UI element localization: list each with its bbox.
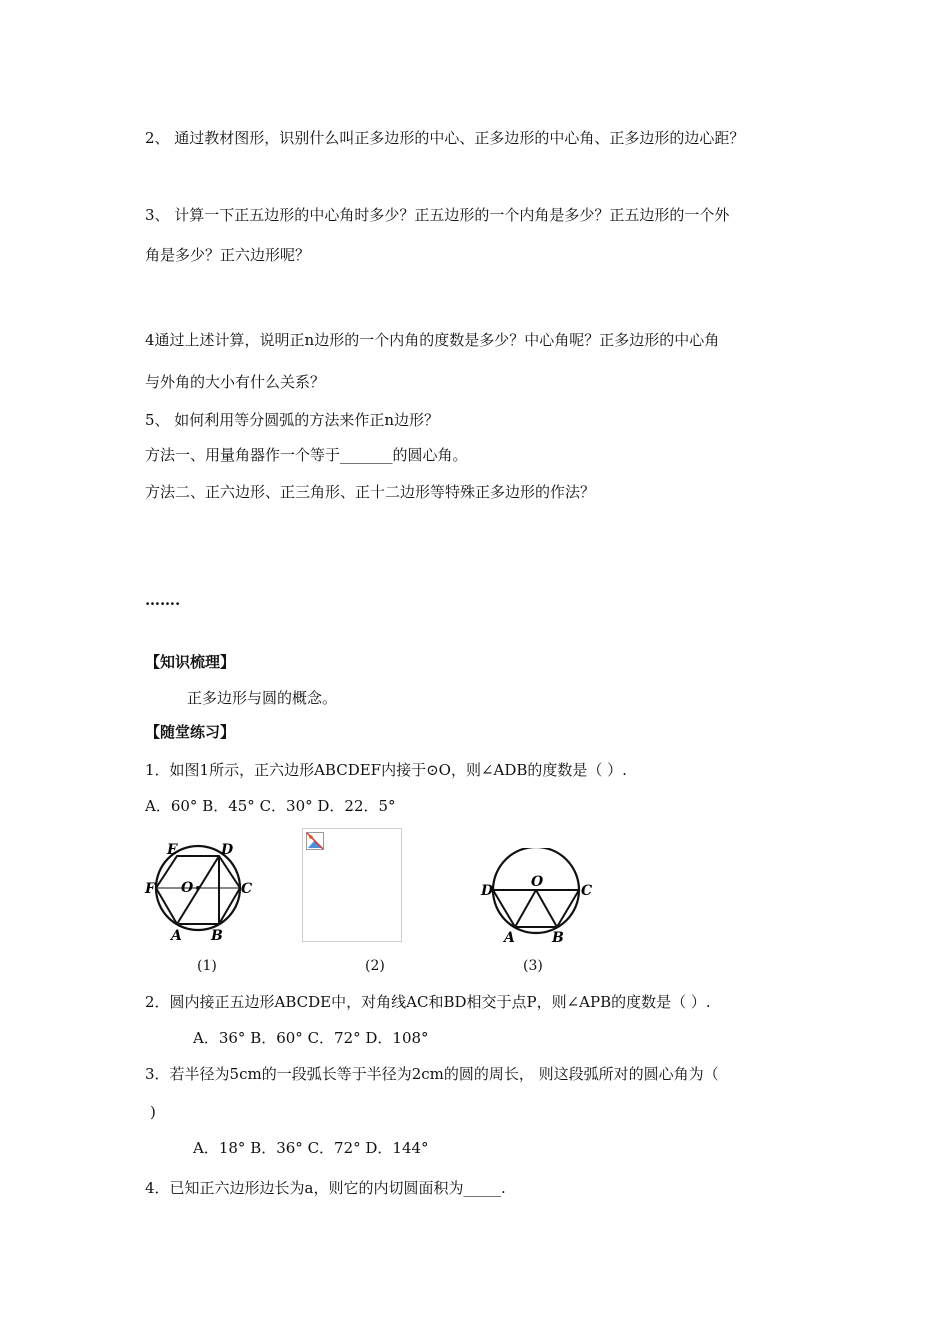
figure-1-caption: (1): [197, 958, 217, 974]
figure-2-image-placeholder: [302, 828, 402, 942]
fig3-label-a: A: [504, 930, 515, 946]
question-4-text: 4通过上述计算，说明正n边形的一个内角的度数是多少？中心角呢？正多边形的中心角: [145, 331, 720, 349]
figure-3-circle-triangles: [478, 848, 598, 948]
broken-image-icon: [306, 832, 324, 850]
figure-2-caption: (2): [365, 958, 385, 974]
question-3-text-cont: 角是多少？正六边形呢？: [145, 246, 311, 264]
question-3-text: 3、 计算一下正五边形的中心角时多少？正五边形的一个内角是多少？正五边形的一个外: [145, 206, 730, 224]
practice-question-1: 1．如图1所示，正六边形ABCDEF内接于⊙O，则∠ADB的度数是（ ）.: [145, 761, 627, 779]
fig3-label-d: D: [481, 883, 494, 899]
question-4-text-cont: 与外角的大小有什么关系？: [145, 373, 326, 391]
practice-question-1-options: A．60° B．45° C．30° D．22．5°: [145, 797, 396, 815]
method-1-text: 方法一、用量角器作一个等于_______的圆心角。: [145, 446, 468, 464]
fig3-label-o: O: [531, 874, 544, 890]
knowledge-title: 【知识梳理】: [145, 653, 236, 671]
method-2-text: 方法二、正六边形、正三角形、正十二边形等特殊正多边形的作法？: [145, 483, 596, 501]
fig1-label-o: O: [181, 880, 194, 896]
practice-question-3-options: A．18° B．36° C．72° D．144°: [193, 1139, 429, 1157]
figure-1-hexagon: [140, 840, 260, 945]
fig1-label-e: E: [167, 842, 178, 858]
fig3-label-b: B: [552, 930, 564, 946]
fig1-label-a: A: [171, 928, 182, 944]
practice-question-2: 2．圆内接正五边形ABCDE中，对角线AC和BD相交于点P，则∠APB的度数是（ ）.: [145, 993, 711, 1011]
fig1-label-d: D: [221, 842, 234, 858]
fig1-label-c: C: [241, 881, 253, 897]
practice-question-3-cont: ): [150, 1103, 156, 1121]
practice-question-2-options: A．36° B．60° C．72° D．108°: [193, 1029, 429, 1047]
knowledge-text: 正多边形与圆的概念。: [187, 689, 338, 707]
practice-title: 【随堂练习】: [145, 723, 236, 741]
fig1-label-b: B: [211, 928, 223, 944]
fig1-label-f: F: [145, 881, 155, 897]
question-2-text: 2、 通过教材图形，识别什么叫正多边形的中心、正多边形的中心角、正多边形的边心距？: [145, 129, 745, 147]
fig3-label-c: C: [581, 883, 593, 899]
practice-question-4: 4．已知正六边形边长为a，则它的内切圆面积为_____.: [145, 1179, 506, 1197]
ellipsis: …….: [145, 591, 181, 609]
practice-question-3: 3．若半径为5cm的一段弧长等于半径为2cm的圆的周长， 则这段弧所对的圆心角为（: [145, 1065, 719, 1083]
question-5-text: 5、 如何利用等分圆弧的方法来作正n边形？: [145, 411, 439, 429]
figure-3-caption: (3): [523, 958, 543, 974]
